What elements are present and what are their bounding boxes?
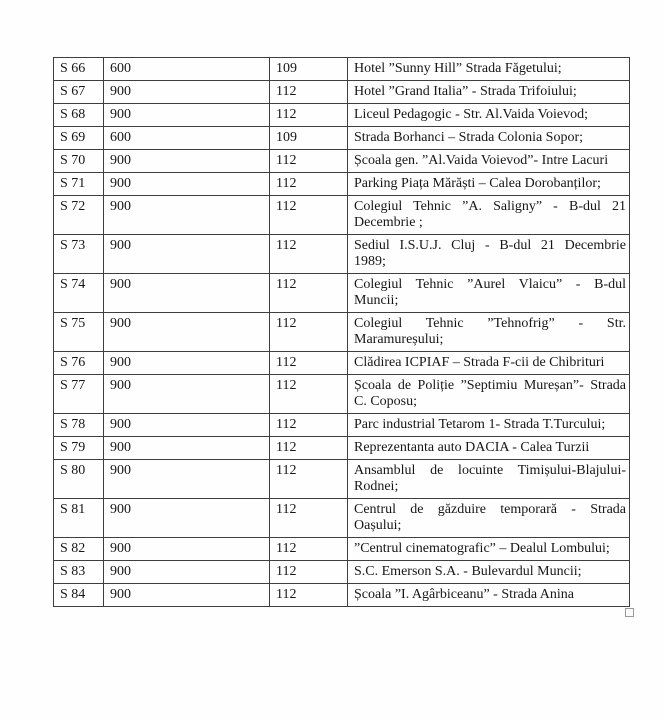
location-text-line: Centrul de găzduire temporară - Strada (354, 502, 626, 517)
cell-location (348, 274, 630, 313)
cell-value-2: 109 (270, 127, 348, 150)
stations-table-container (53, 57, 629, 607)
location-text-line: Liceul Pedagogic - Str. Al.Vaida Voievod; (354, 107, 588, 122)
cell-station-id: S 82 (54, 538, 104, 561)
cell-value-2: 112 (270, 104, 348, 127)
table-row (54, 196, 630, 235)
location-text-line: Școala de Poliție ”Septimiu Mureșan”- Strada (354, 378, 626, 393)
cell-location (348, 150, 630, 173)
cell-value-2: 112 (270, 538, 348, 561)
location-text-line: Clădirea ICPIAF – Strada F-cii de Chibrituri (354, 355, 605, 370)
table-row (54, 414, 630, 437)
table-row (54, 499, 630, 538)
cell-value-2: 112 (270, 352, 348, 375)
cell-value-2: 109 (270, 58, 348, 81)
cell-location (348, 538, 630, 561)
cell-location (348, 196, 630, 235)
cell-location (348, 460, 630, 499)
location-text-line: Parc industrial Tetarom 1- Strada T.Turcului; (354, 417, 606, 432)
cell-value-1: 900 (104, 437, 270, 460)
table-row (54, 437, 630, 460)
cell-station-id: S 70 (54, 150, 104, 173)
cell-value-1: 900 (104, 499, 270, 538)
cell-value-1: 900 (104, 414, 270, 437)
cell-value-2: 112 (270, 414, 348, 437)
cell-station-id: S 83 (54, 561, 104, 584)
cell-location (348, 81, 630, 104)
location-text-line: Parking Piața Mărăști – Calea Dorobanților; (354, 176, 601, 191)
cell-location (348, 313, 630, 352)
cell-location (348, 235, 630, 274)
table-resize-handle-icon (625, 608, 634, 617)
cell-station-id: S 78 (54, 414, 104, 437)
cell-value-1: 900 (104, 81, 270, 104)
cell-value-2: 112 (270, 313, 348, 352)
location-text-line: 1989; (354, 254, 386, 269)
cell-value-1: 900 (104, 313, 270, 352)
location-text-line: Hotel ”Sunny Hill” Strada Făgetului; (354, 61, 562, 76)
cell-value-2: 112 (270, 375, 348, 414)
location-text-line: Hotel ”Grand Italia” - Strada Trifoiului; (354, 84, 577, 99)
location-text-line: Decembrie ; (354, 215, 423, 230)
cell-location (348, 58, 630, 81)
location-text-line: Colegiul Tehnic ”A. Saligny” - B-dul 21 (354, 199, 626, 214)
cell-station-id: S 68 (54, 104, 104, 127)
cell-value-1: 900 (104, 460, 270, 499)
location-text-line: Ansamblul de locuinte Timișului-Blajului- (354, 463, 626, 478)
location-text-line: Școala ”I. Agârbiceanu” - Strada Anina (354, 587, 575, 602)
cell-location (348, 414, 630, 437)
cell-value-2: 112 (270, 561, 348, 584)
table-row (54, 313, 630, 352)
table-row (54, 538, 630, 561)
table-row (54, 127, 630, 150)
cell-value-1: 600 (104, 58, 270, 81)
cell-value-2: 112 (270, 499, 348, 538)
cell-station-id: S 66 (54, 58, 104, 81)
cell-value-1: 900 (104, 104, 270, 127)
location-text-line: Maramureșului; (354, 332, 444, 347)
table-row (54, 584, 630, 607)
location-text-line: ”Centrul cinematografic” – Dealul Lombului; (354, 541, 610, 556)
location-text-line: Muncii; (354, 293, 399, 308)
cell-value-1: 900 (104, 538, 270, 561)
cell-station-id: S 69 (54, 127, 104, 150)
cell-station-id: S 79 (54, 437, 104, 460)
table-row (54, 561, 630, 584)
cell-value-1: 900 (104, 196, 270, 235)
table-row (54, 81, 630, 104)
cell-value-2: 112 (270, 460, 348, 499)
table-row (54, 173, 630, 196)
location-text-line: Sediul I.S.U.J. Cluj - B-dul 21 Decembrie (354, 238, 626, 253)
table-row (54, 375, 630, 414)
cell-location (348, 104, 630, 127)
cell-location (348, 352, 630, 375)
cell-station-id: S 73 (54, 235, 104, 274)
location-text-line: Reprezentanta auto DACIA - Calea Turzii (354, 440, 590, 455)
table-row (54, 352, 630, 375)
cell-value-2: 112 (270, 274, 348, 313)
cell-value-1: 600 (104, 127, 270, 150)
cell-location (348, 375, 630, 414)
stations-table (53, 57, 630, 607)
cell-station-id: S 71 (54, 173, 104, 196)
cell-station-id: S 81 (54, 499, 104, 538)
table-row (54, 58, 630, 81)
cell-station-id: S 74 (54, 274, 104, 313)
cell-location (348, 499, 630, 538)
location-text-line: Strada Borhanci – Strada Colonia Sopor; (354, 130, 584, 145)
cell-station-id: S 75 (54, 313, 104, 352)
table-row (54, 104, 630, 127)
cell-station-id: S 80 (54, 460, 104, 499)
cell-value-1: 900 (104, 584, 270, 607)
location-text-line: Oașului; (354, 518, 402, 533)
table-row (54, 235, 630, 274)
cell-location (348, 127, 630, 150)
cell-value-2: 112 (270, 81, 348, 104)
cell-station-id: S 67 (54, 81, 104, 104)
cell-location (348, 561, 630, 584)
location-text-line: Rodnei; (354, 479, 399, 494)
cell-value-2: 112 (270, 437, 348, 460)
location-text-line: S.C. Emerson S.A. - Bulevardul Muncii; (354, 564, 582, 579)
cell-value-2: 112 (270, 150, 348, 173)
cell-value-2: 112 (270, 196, 348, 235)
location-text-line: Școala gen. ”Al.Vaida Voievod”- Intre Lacuri (354, 153, 609, 168)
cell-value-1: 900 (104, 561, 270, 584)
cell-value-1: 900 (104, 173, 270, 196)
cell-value-1: 900 (104, 375, 270, 414)
cell-value-1: 900 (104, 352, 270, 375)
cell-value-1: 900 (104, 235, 270, 274)
cell-station-id: S 77 (54, 375, 104, 414)
location-text-line: Colegiul Tehnic ”Tehnofrig” - Str. (354, 316, 626, 331)
table-body (54, 58, 630, 607)
location-text-line: Colegiul Tehnic ”Aurel Vlaicu” - B-dul (354, 277, 626, 292)
table-row (54, 274, 630, 313)
table-row (54, 150, 630, 173)
cell-value-2: 112 (270, 173, 348, 196)
location-text-line: C. Coposu; (354, 394, 418, 409)
cell-location (348, 173, 630, 196)
cell-station-id: S 84 (54, 584, 104, 607)
cell-station-id: S 76 (54, 352, 104, 375)
table-row (54, 460, 630, 499)
cell-station-id: S 72 (54, 196, 104, 235)
cell-value-1: 900 (104, 274, 270, 313)
cell-value-1: 900 (104, 150, 270, 173)
cell-location (348, 584, 630, 607)
cell-value-2: 112 (270, 235, 348, 274)
cell-value-2: 112 (270, 584, 348, 607)
cell-location (348, 437, 630, 460)
